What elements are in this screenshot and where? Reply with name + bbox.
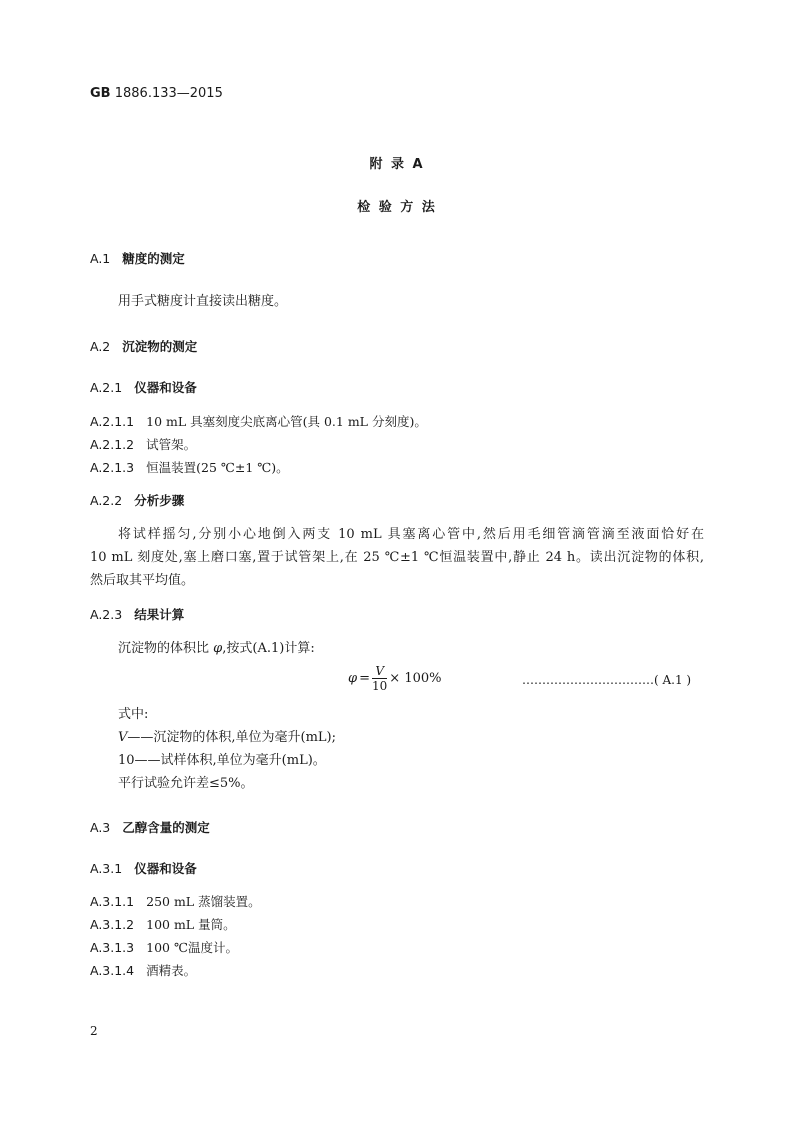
section-number: A.3.1 — [90, 861, 123, 876]
item-text: 100 mL 量筒。 — [146, 917, 236, 932]
item-number: A.2.1.2 — [90, 437, 135, 452]
formula-equals: = — [359, 671, 371, 686]
page-number: 2 — [90, 1024, 98, 1038]
list-item — [90, 458, 289, 476]
tolerance-note: 平行试验允许差≤5%。 — [118, 776, 254, 791]
section-a22-heading — [90, 491, 184, 509]
phi-symbol: φ — [213, 641, 223, 656]
section-title: 糖度的测定 — [122, 251, 185, 266]
equation-number: ( A.1 ) — [654, 673, 692, 687]
calc-intro — [118, 638, 732, 660]
fraction-denominator: 10 — [372, 679, 388, 693]
definition-v — [118, 727, 732, 749]
appendix-title: 附 录 A — [369, 157, 425, 172]
section-a3-heading — [90, 818, 210, 836]
list-item — [90, 938, 238, 956]
section-number: A.3 — [90, 820, 111, 835]
procedure-line-2: 10 mL 刻度处,塞上磨口塞,置于试管架上,在 25 ℃±1 ℃恒温装置中,静止 24 h。读出沉淀物的体积, — [90, 550, 704, 565]
intro-text: 沉淀物的体积比 — [118, 641, 214, 656]
standard-code: GB — [90, 86, 111, 101]
item-text: 试管架。 — [146, 437, 197, 452]
list-item — [90, 412, 427, 430]
section-title: 分析步骤 — [134, 493, 185, 508]
def-dash: —— — [134, 753, 161, 768]
formula-rhs: × 100% — [389, 671, 442, 686]
list-item — [90, 435, 196, 453]
section-number: A.1 — [90, 251, 111, 266]
where-label: 式中: — [118, 707, 149, 722]
item-number: A.2.1.1 — [90, 414, 135, 429]
section-title: 乙醇含量的测定 — [122, 820, 210, 835]
def-symbol: V — [118, 730, 128, 745]
section-a21-heading — [90, 378, 197, 396]
dot-leader: …………………………… — [522, 673, 654, 687]
section-a31-heading — [90, 859, 197, 877]
formula-lhs: φ — [348, 671, 358, 686]
section-a1-heading — [90, 249, 185, 267]
procedure-line-1: 将试样摇匀,分别小心地倒入两支 10 mL 具塞离心管中,然后用毛细管滴管滴至液面恰好在 — [118, 527, 704, 542]
formula-reference — [522, 673, 691, 687]
item-text: 100 ℃温度计。 — [146, 940, 238, 955]
intro-text: ,按式(A.1)计算: — [222, 641, 315, 656]
section-title: 仪器和设备 — [134, 861, 197, 876]
item-number: A.2.1.3 — [90, 460, 135, 475]
appendix-subtitle: 检 验 方 法 — [357, 200, 437, 215]
section-title: 沉淀物的测定 — [122, 339, 198, 354]
section-a23-heading — [90, 605, 184, 623]
list-item — [90, 961, 196, 979]
def-dash: —— — [127, 730, 154, 745]
item-number: A.3.1.2 — [90, 917, 135, 932]
section-a2-heading — [90, 337, 197, 355]
section-number: A.2.2 — [90, 493, 123, 508]
section-number: A.2.1 — [90, 380, 123, 395]
list-item — [90, 892, 261, 910]
item-number: A.3.1.3 — [90, 940, 135, 955]
section-a1-body: 用手式糖度计直接读出糖度。 — [118, 294, 288, 309]
def-text: 试样体积,单位为毫升(mL)。 — [160, 753, 326, 768]
procedure-line-3: 然后取其平均值。 — [90, 573, 195, 588]
item-number: A.3.1.1 — [90, 894, 135, 909]
section-number: A.2.3 — [90, 607, 123, 622]
item-text: 250 mL 蒸馏装置。 — [146, 894, 261, 909]
section-title: 结果计算 — [134, 607, 185, 622]
def-text: 沉淀物的体积,单位为毫升(mL); — [153, 730, 337, 745]
formula-a1 — [348, 664, 442, 693]
item-text: 恒温装置(25 ℃±1 ℃)。 — [146, 460, 289, 475]
item-text: 10 mL 具塞刻度尖底离心管(具 0.1 mL 分刻度)。 — [146, 414, 427, 429]
formula-fraction — [372, 664, 387, 693]
section-title: 仪器和设备 — [134, 380, 197, 395]
list-item — [90, 915, 236, 933]
item-number: A.3.1.4 — [90, 963, 135, 978]
section-number: A.2 — [90, 339, 111, 354]
fraction-numerator: V — [372, 664, 387, 679]
def-symbol: 10 — [118, 753, 135, 768]
definition-10 — [118, 750, 732, 772]
document-header — [90, 86, 223, 101]
item-text: 酒精表。 — [146, 963, 197, 978]
standard-number: 1886.133—2015 — [114, 86, 223, 101]
